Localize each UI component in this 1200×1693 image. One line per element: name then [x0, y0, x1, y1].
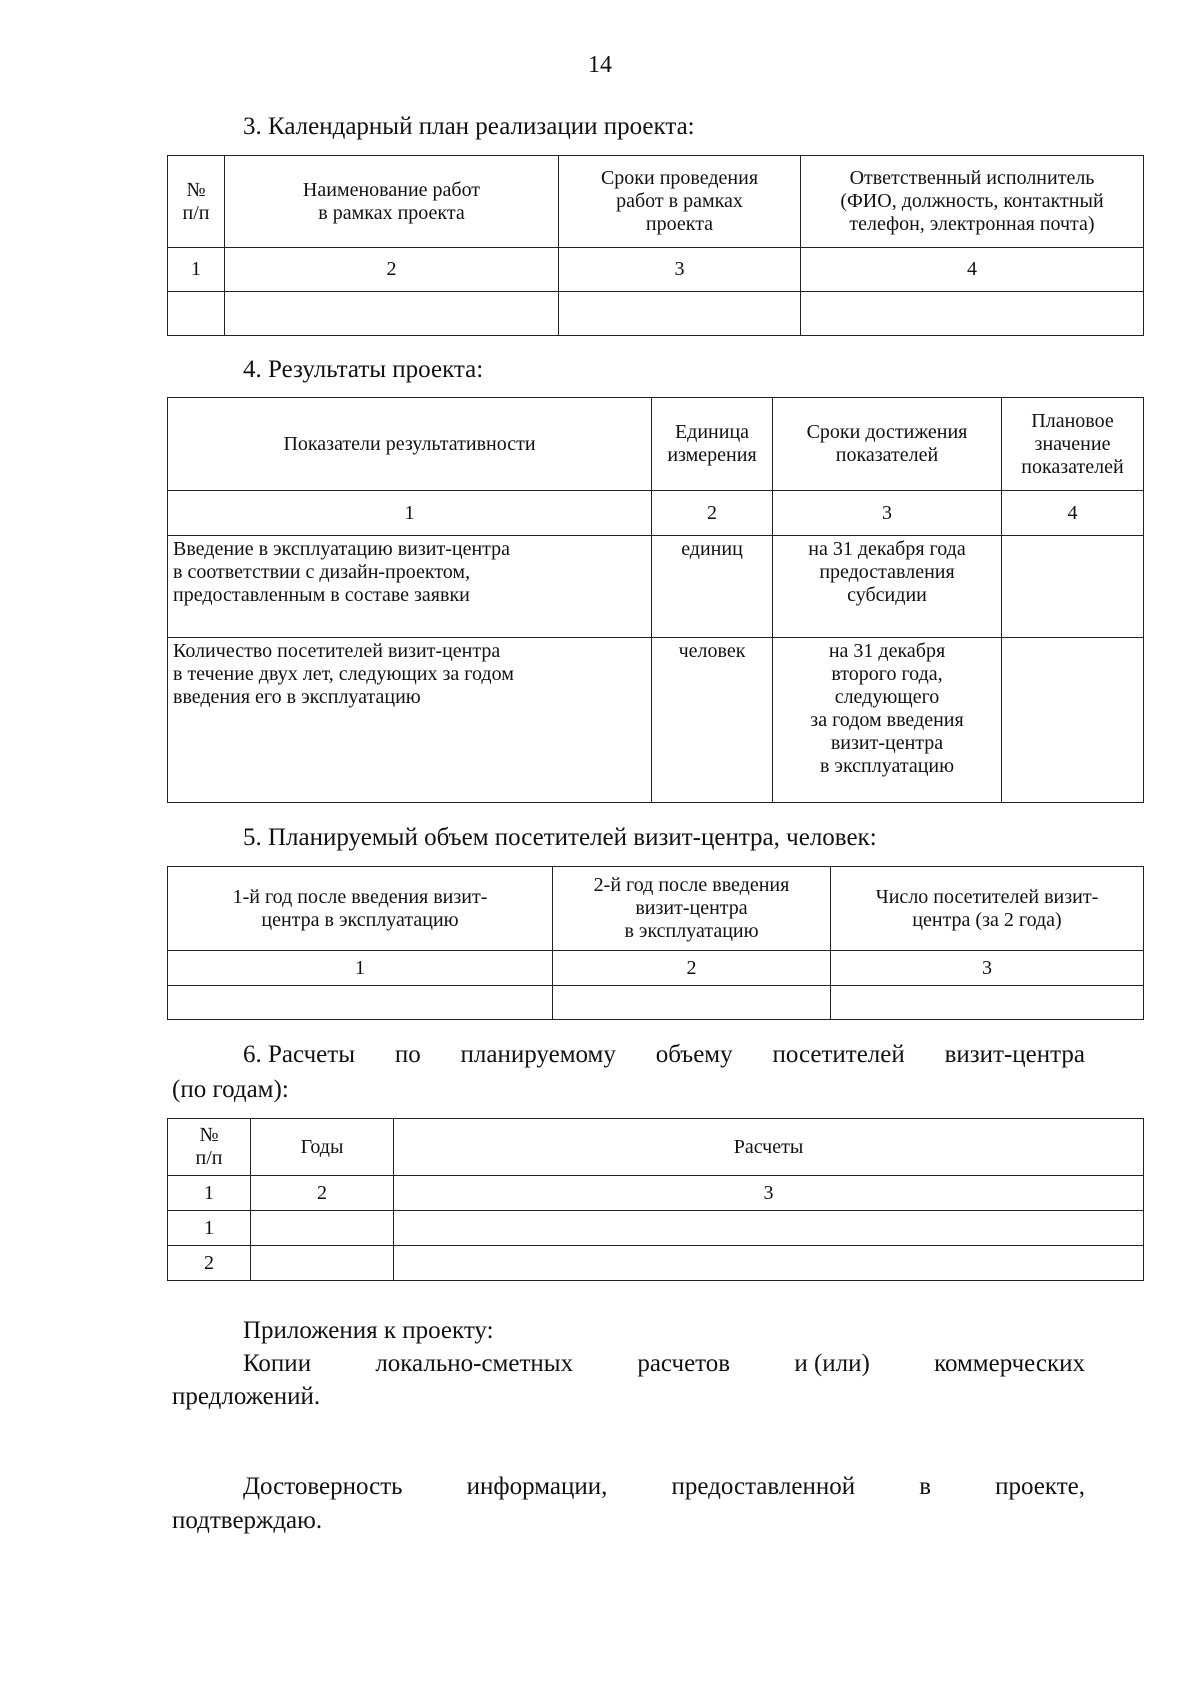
- column-number: 4: [801, 248, 1144, 292]
- empty-row: [168, 986, 1144, 1020]
- table-row: [168, 1246, 1144, 1281]
- column-number: 4: [1002, 491, 1144, 536]
- empty-cell: [801, 292, 1144, 336]
- empty-row: [168, 292, 1144, 336]
- header-number: № п/п: [168, 1119, 251, 1176]
- column-number: 1: [168, 951, 553, 986]
- table-row: [168, 1211, 1144, 1246]
- calendar-plan-table: [167, 155, 1144, 336]
- column-number: 2: [225, 248, 559, 292]
- column-number: 2: [553, 951, 831, 986]
- empty-cell: [831, 986, 1144, 1020]
- table-header-row: [168, 398, 1144, 491]
- table-header-row: [168, 867, 1144, 951]
- header-responsible: Ответственный исполнитель (ФИО, должность, контактный телефон, электронная почта): [801, 156, 1144, 248]
- header-planned-value: Плановое значение показателей: [1002, 398, 1144, 491]
- column-number-row: [168, 491, 1144, 536]
- column-number: 3: [394, 1176, 1144, 1211]
- unit-cell: единиц: [652, 536, 773, 638]
- section-3-title: 3. Календарный план реализации проекта:: [243, 113, 695, 140]
- page-number: 14: [588, 52, 612, 78]
- table-header-row: [168, 156, 1144, 248]
- header-year-1: 1-й год после введения визит- центра в эксплуатацию: [168, 867, 553, 951]
- calculations-table: [167, 1118, 1144, 1281]
- visitors-volume-table: [167, 866, 1144, 1020]
- confirmation-line1: Достоверность информации, предоставленной в проекте,: [243, 1473, 1085, 1500]
- table-header-row: [168, 1119, 1144, 1176]
- indicator-cell: Количество посетителей визит-центра в течение двух лет, следующих за годом введения его в эксплуатацию: [168, 638, 652, 803]
- header-year-2: 2-й год после введения визит-центра в эксплуатацию: [553, 867, 831, 951]
- empty-cell: [225, 292, 559, 336]
- column-number: 2: [652, 491, 773, 536]
- header-years: Годы: [251, 1119, 394, 1176]
- empty-cell: [251, 1246, 394, 1281]
- empty-cell: [168, 292, 225, 336]
- header-deadline: Сроки достижения показателей: [773, 398, 1002, 491]
- empty-cell: [394, 1211, 1144, 1246]
- section-4-title: 4. Результаты проекта:: [243, 356, 484, 383]
- deadline-cell: на 31 декабря года предоставления субсидии: [773, 536, 1002, 638]
- column-number-row: [168, 951, 1144, 986]
- empty-cell: [251, 1211, 394, 1246]
- empty-cell: [553, 986, 831, 1020]
- section-6-title: 6. Расчеты по планируемому объему посетителей визит-центра: [243, 1041, 1085, 1068]
- header-work-terms: Сроки проведения работ в рамках проекта: [559, 156, 801, 248]
- row-number: 1: [168, 1211, 251, 1246]
- unit-cell: человек: [652, 638, 773, 803]
- planned-value-cell: [1002, 638, 1144, 803]
- header-total-visitors: Число посетителей визит- центра (за 2 года): [831, 867, 1144, 951]
- header-indicators: Показатели результативности: [168, 398, 652, 491]
- row-number: 2: [168, 1246, 251, 1281]
- column-number-row: [168, 248, 1144, 292]
- header-calculations: Расчеты: [394, 1119, 1144, 1176]
- column-number: 1: [168, 1176, 251, 1211]
- appendix-text-line2: предложений.: [172, 1383, 321, 1410]
- appendix-title: Приложения к проекту:: [243, 1317, 494, 1344]
- appendix-text-line1: Копии локально-сметных расчетов и (или) коммерческих: [243, 1350, 1085, 1377]
- confirmation-line2: подтверждаю.: [172, 1507, 323, 1534]
- column-number: 3: [559, 248, 801, 292]
- column-number-row: [168, 1176, 1144, 1211]
- header-number: № п/п: [168, 156, 225, 248]
- results-table: [167, 397, 1144, 803]
- header-unit: Единица измерения: [652, 398, 773, 491]
- table-row: [168, 536, 1144, 638]
- column-number: 1: [168, 248, 225, 292]
- deadline-cell: на 31 декабря второго года, следующего за годом введения визит-центра в эксплуатацию: [773, 638, 1002, 803]
- column-number: 1: [168, 491, 652, 536]
- empty-cell: [394, 1246, 1144, 1281]
- section-5-title: 5. Планируемый объем посетителей визит-центра, человек:: [243, 824, 877, 851]
- column-number: 2: [251, 1176, 394, 1211]
- empty-cell: [559, 292, 801, 336]
- column-number: 3: [773, 491, 1002, 536]
- header-work-name: Наименование работ в рамках проекта: [225, 156, 559, 248]
- column-number: 3: [831, 951, 1144, 986]
- planned-value-cell: [1002, 536, 1144, 638]
- empty-cell: [168, 986, 553, 1020]
- indicator-cell: Введение в эксплуатацию визит-центра в соответствии с дизайн-проектом, предоставленным в составе заявки: [168, 536, 652, 638]
- section-6-title-line2: (по годам):: [172, 1076, 289, 1103]
- table-row: [168, 638, 1144, 803]
